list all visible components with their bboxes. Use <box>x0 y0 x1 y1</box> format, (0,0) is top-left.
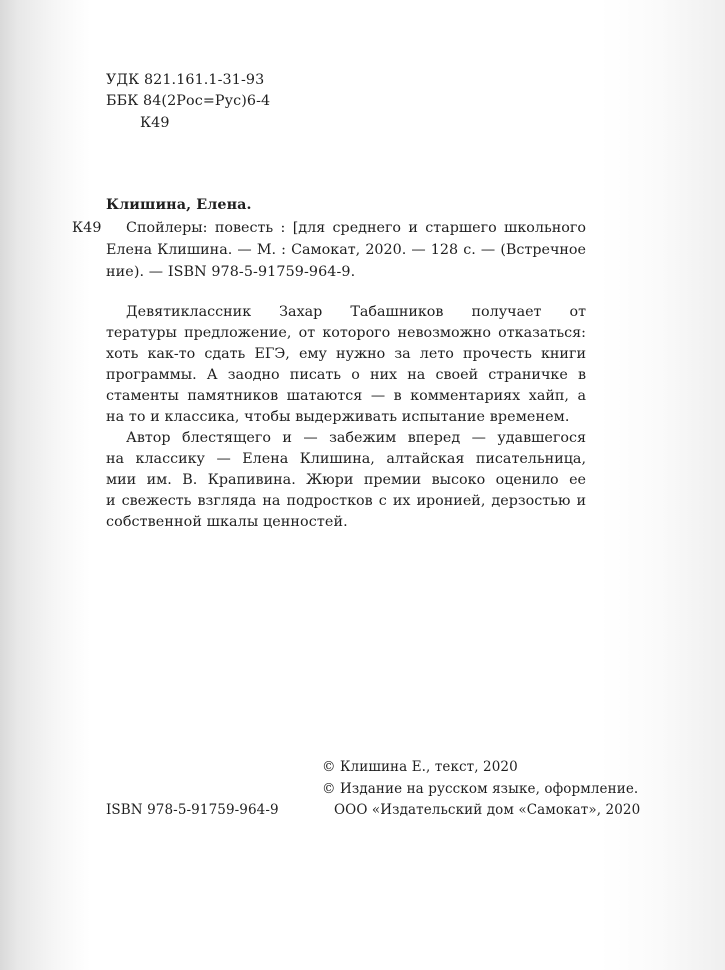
record-author: Клишина, Елена. <box>106 197 252 213</box>
isbn-footer: ISBN 978-5-91759-964-9 <box>106 802 279 818</box>
copyright-edition: © Издание на русском языке, оформление. <box>322 781 639 797</box>
annotation-p2-line-4: и свежесть взгляда на подростков с их иронией, дерзостью и <box>106 493 586 509</box>
copyright-text: © Клишина Е., текст, 2020 <box>322 759 518 775</box>
annotation-p1-line-3: хоть как-то сдать ЕГЭ, ему нужно за лето прочесть книги <box>106 346 586 362</box>
annotation-p2-line-2: на классику — Елена Клишина, алтайская писательница, <box>106 451 586 467</box>
annotation-p1-line-1: Девятиклассник Захар Табашников получает от <box>126 304 586 320</box>
annotation-p1-line-4: программы. А заодно писать о них на своей страничке в <box>106 367 586 383</box>
bbk-code: ББК 84(2Рос=Рус)6-4 <box>106 93 271 109</box>
record-margin-mark: К49 <box>72 220 102 236</box>
annotation-p1-line-5: стаменты памятников шатаются — в комментариях хайп, а <box>106 388 586 404</box>
record-line-2: Елена Клишина. — М. : Самокат, 2020. — 128 с. — (Встречное <box>106 242 586 258</box>
annotation-p2-line-3: мии им. В. Крапивина. Жюри премии высоко оценило ее <box>106 472 586 488</box>
udk-code: УДК 821.161.1-31-93 <box>106 72 265 88</box>
annotation-p1-line-6: на то и классика, чтобы выдерживать испытание временем. <box>106 409 570 425</box>
record-line-1: Спойлеры: повесть : [для среднего и старшего школьного <box>126 220 586 236</box>
copyright-publisher: ООО «Издательский дом «Самокат», 2020 <box>334 802 641 818</box>
annotation-p2-line-5: собственной шкалы ценностей. <box>106 514 348 530</box>
annotation-p1-line-2: тературы предложение, от которого невозможно отказаться: <box>106 325 586 341</box>
record-line-3: ние). — ISBN 978-5-91759-964-9. <box>106 264 356 280</box>
author-mark: К49 <box>140 115 170 131</box>
annotation-p2-line-1: Автор блестящего и — забежим вперед — удавшегося <box>126 430 586 446</box>
